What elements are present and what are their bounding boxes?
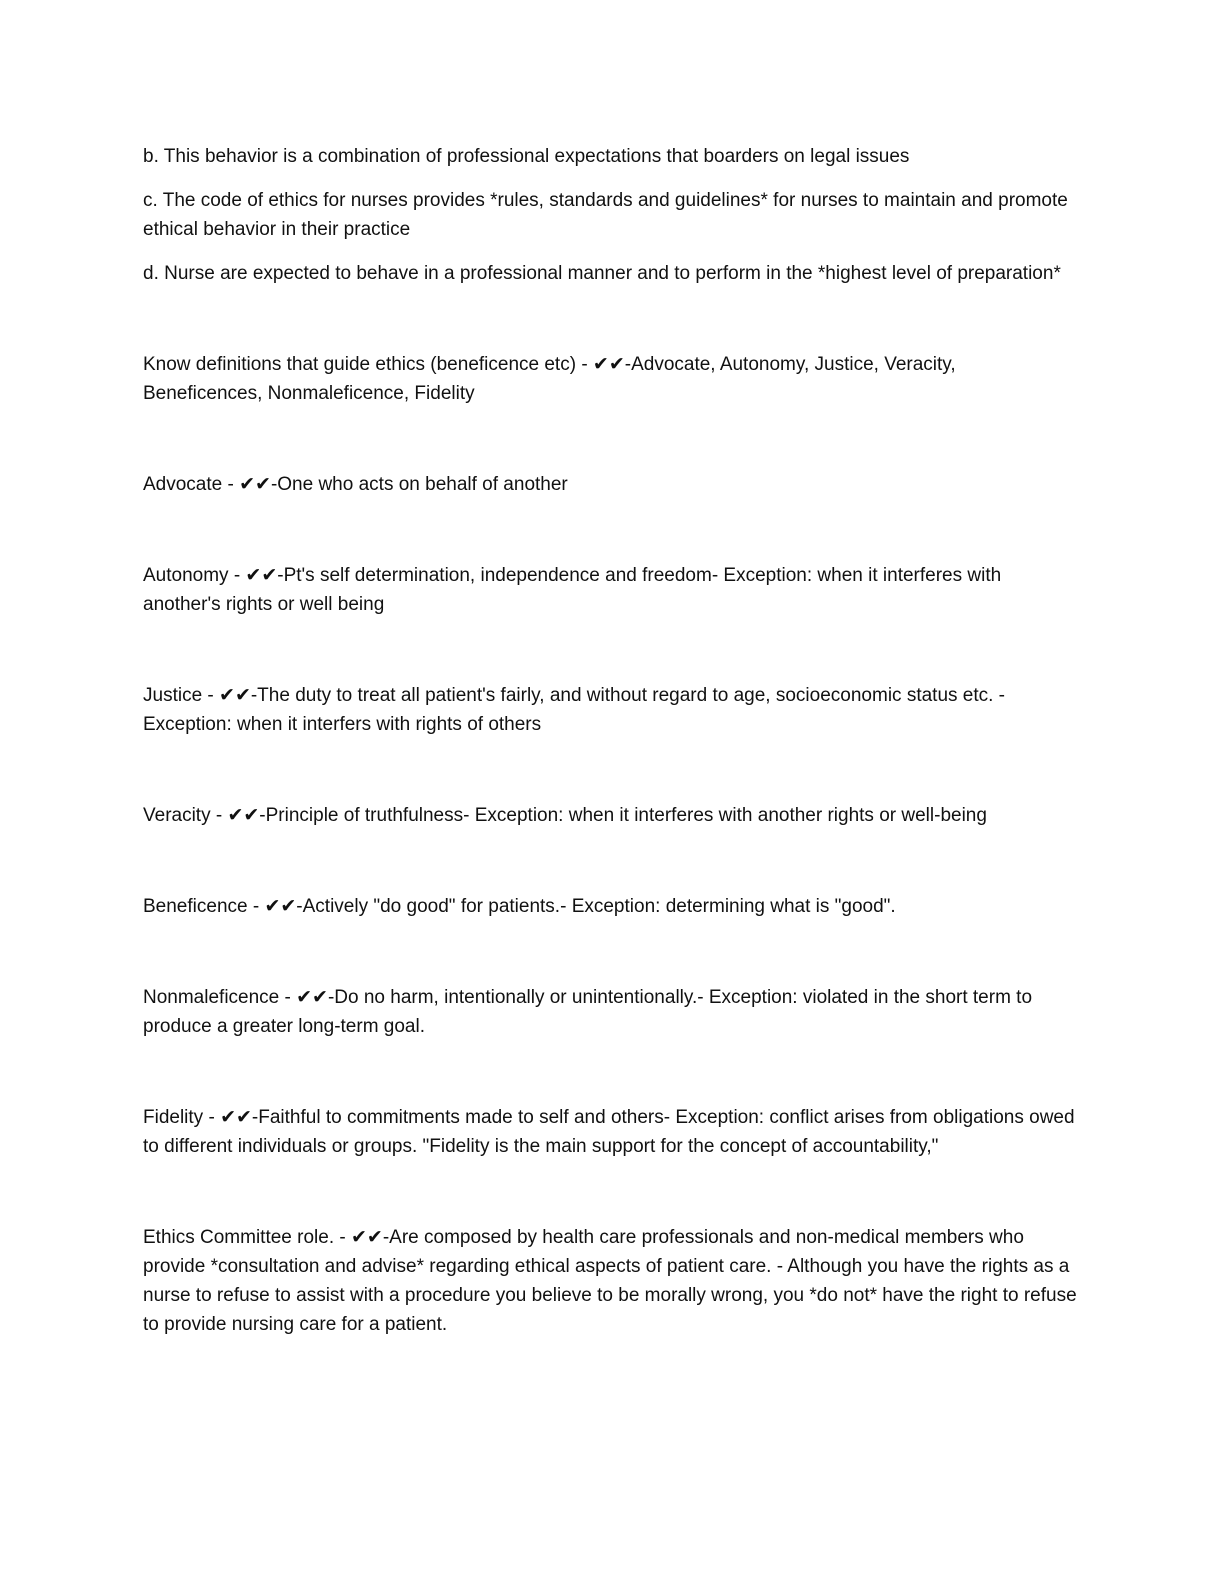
paragraph-fidelity: Fidelity - ✔✔-Faithful to commitments made to self and others- Exception: conflict arises from obligations owed to different individuals or groups. "Fidelity is the main support for the concept of accountability,"	[143, 1107, 1075, 1157]
paragraph-advocate: Advocate - ✔✔-One who acts on behalf of another	[143, 474, 568, 495]
paragraph-beneficence: Beneficence - ✔✔-Actively "do good" for patients.- Exception: determining what is "good".	[143, 896, 896, 917]
document-body	[143, 142, 1078, 1339]
paragraph-justice: Justice - ✔✔-The duty to treat all patient's fairly, and without regard to age, socioeconomic status etc. -Exception: when it interfers with rights of others	[143, 685, 1006, 735]
paragraph-c: c. The code of ethics for nurses provides *rules, standards and guidelines* for nurses to maintain and promote ethical behavior in their practice	[143, 190, 1068, 240]
paragraph-b: b. This behavior is a combination of professional expectations that boarders on legal issues	[143, 146, 910, 167]
paragraph-d: d. Nurse are expected to behave in a professional manner and to perform in the *highest level of preparation*	[143, 263, 1061, 284]
paragraph-autonomy: Autonomy - ✔✔-Pt's self determination, independence and freedom- Exception: when it interferes with another's rights or well being	[143, 565, 1002, 615]
paragraph-nonmaleficence: Nonmaleficence - ✔✔-Do no harm, intentionally or unintentionally.- Exception: violated in the short term to produce a greater long-term goal.	[143, 987, 1033, 1037]
paragraph-definitions: Know definitions that guide ethics (beneficence etc) - ✔✔-Advocate, Autonomy, Justice, Veracity, Beneficences, Nonmaleficence, Fidelity	[143, 354, 956, 404]
paragraph-veracity: Veracity - ✔✔-Principle of truthfulness- Exception: when it interferes with another rights or well-being	[143, 805, 987, 826]
paragraph-ethics-committee: Ethics Committee role. - ✔✔-Are composed by health care professionals and non-medical members who provide *consultation and advise* regarding ethical aspects of patient care. - Although you have the rights as a nurse to refuse to assist with a procedure you believe to be morally wrong, you *do not* have the right to refuse to provide nursing care for a patient.	[143, 1227, 1077, 1335]
